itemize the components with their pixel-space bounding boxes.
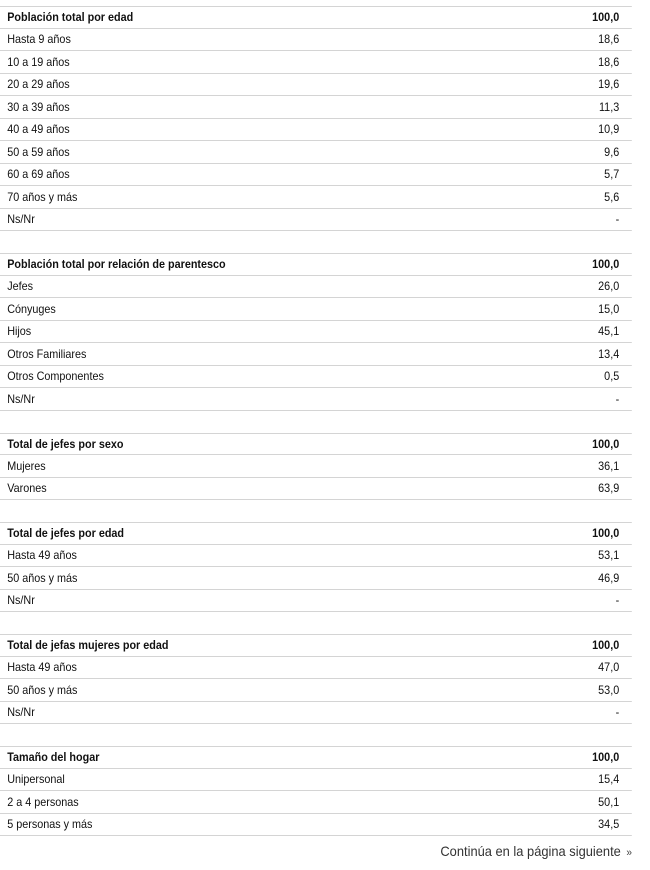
row-label: Hijos xyxy=(7,324,32,339)
section-jefes-por-sexo xyxy=(0,433,632,501)
row-value: 0,5 xyxy=(604,369,620,384)
row-value: 9,6 xyxy=(604,144,620,159)
section-title: Tamaño del hogar xyxy=(7,750,100,765)
table-row xyxy=(0,343,632,366)
row-label: 20 a 29 años xyxy=(7,77,70,92)
table-row xyxy=(0,702,632,725)
section-title: Total de jefes por sexo xyxy=(7,436,124,451)
section-title: Población total por edad xyxy=(7,10,134,25)
table-row xyxy=(0,96,632,119)
table-row xyxy=(0,321,632,344)
table-row xyxy=(0,590,632,613)
section-spacer xyxy=(0,500,650,522)
row-label: Mujeres xyxy=(7,458,46,473)
section-header xyxy=(0,746,632,769)
table-row xyxy=(0,186,632,209)
row-label: Ns/Nr xyxy=(7,391,35,406)
row-label: 60 a 69 años xyxy=(7,167,70,182)
table-row xyxy=(0,567,632,590)
row-value: - xyxy=(615,593,620,608)
section-header xyxy=(0,522,632,545)
row-label: Otros Familiares xyxy=(7,346,87,361)
table-row xyxy=(0,164,632,187)
section-header xyxy=(0,6,632,29)
table-row xyxy=(0,769,632,792)
row-value: 10,9 xyxy=(598,122,620,137)
row-label: Hasta 49 años xyxy=(7,660,77,675)
row-label: 50 a 59 años xyxy=(7,144,70,159)
row-value: 34,5 xyxy=(598,817,620,832)
row-value: 53,0 xyxy=(598,682,620,697)
row-value: 15,0 xyxy=(598,301,620,316)
section-spacer xyxy=(0,724,650,746)
table-row xyxy=(0,657,632,680)
table-row xyxy=(0,791,632,814)
row-label: Jefes xyxy=(7,279,34,294)
row-value: 15,4 xyxy=(598,772,620,787)
section-poblacion-por-parentesco xyxy=(0,253,632,411)
continuation-text: Continúa en la página siguiente xyxy=(440,843,621,859)
section-spacer xyxy=(0,612,650,634)
continuation-note xyxy=(51,843,632,859)
row-value: 11,3 xyxy=(598,99,620,114)
row-value: 46,9 xyxy=(598,570,620,585)
row-value: 36,1 xyxy=(598,458,620,473)
table-row xyxy=(0,388,632,411)
row-label: Hasta 9 años xyxy=(7,32,71,47)
row-label: 30 a 39 años xyxy=(7,99,70,114)
row-label: 40 a 49 años xyxy=(7,122,70,137)
row-label: Otros Componentes xyxy=(7,369,104,384)
table-row xyxy=(0,51,632,74)
section-tamano-del-hogar xyxy=(0,746,632,836)
row-value: 26,0 xyxy=(598,279,620,294)
row-label: 10 a 19 años xyxy=(7,54,70,69)
table-row xyxy=(0,119,632,142)
row-value: 18,6 xyxy=(598,54,620,69)
row-label: Ns/Nr xyxy=(7,593,35,608)
row-value: 47,0 xyxy=(598,660,620,675)
table-row xyxy=(0,209,632,232)
row-label: 50 años y más xyxy=(7,682,78,697)
section-title: Total de jefas mujeres por edad xyxy=(7,638,169,653)
table-row xyxy=(0,29,632,52)
row-label: Cónyuges xyxy=(7,301,56,316)
section-header xyxy=(0,433,632,456)
table-row xyxy=(0,366,632,389)
double-chevron-right-icon: » xyxy=(626,847,632,859)
section-jefes-por-edad xyxy=(0,522,632,612)
row-value: - xyxy=(615,705,620,720)
table-row xyxy=(0,679,632,702)
table-row xyxy=(0,276,632,299)
row-label: Ns/Nr xyxy=(7,705,35,720)
row-value: 13,4 xyxy=(598,346,620,361)
section-title: Población total por relación de parentesco xyxy=(7,257,226,272)
section-total: 100,0 xyxy=(592,526,620,541)
section-header xyxy=(0,253,632,276)
table-row xyxy=(0,141,632,164)
section-spacer xyxy=(0,411,650,433)
row-label: 5 personas y más xyxy=(7,817,93,832)
section-total: 100,0 xyxy=(592,257,620,272)
section-spacer xyxy=(0,231,650,253)
row-label: 50 años y más xyxy=(7,570,78,585)
section-jefas-mujeres-por-edad xyxy=(0,634,632,724)
table-row xyxy=(0,298,632,321)
row-label: 2 a 4 personas xyxy=(7,794,79,809)
table-row xyxy=(0,545,632,568)
section-total: 100,0 xyxy=(592,10,620,25)
section-poblacion-por-edad xyxy=(0,6,632,231)
row-value: - xyxy=(615,391,620,406)
row-value: 5,7 xyxy=(604,167,620,182)
table-row xyxy=(0,74,632,97)
section-total: 100,0 xyxy=(592,436,620,451)
row-label: Ns/Nr xyxy=(7,212,35,227)
row-value: 18,6 xyxy=(598,32,620,47)
row-value: - xyxy=(615,212,620,227)
statistics-table xyxy=(0,6,650,836)
table-row xyxy=(0,814,632,837)
row-label: 70 años y más xyxy=(7,189,78,204)
row-value: 45,1 xyxy=(598,324,620,339)
section-header xyxy=(0,634,632,657)
row-value: 19,6 xyxy=(598,77,620,92)
section-total: 100,0 xyxy=(592,638,620,653)
table-row xyxy=(0,478,632,501)
section-total: 100,0 xyxy=(592,750,620,765)
table-row xyxy=(0,455,632,478)
row-label: Varones xyxy=(7,481,47,496)
section-title: Total de jefes por edad xyxy=(7,526,125,541)
row-value: 5,6 xyxy=(604,189,620,204)
row-value: 53,1 xyxy=(598,548,620,563)
row-value: 50,1 xyxy=(598,794,620,809)
row-label: Unipersonal xyxy=(7,772,65,787)
row-value: 63,9 xyxy=(598,481,620,496)
row-label: Hasta 49 años xyxy=(7,548,77,563)
